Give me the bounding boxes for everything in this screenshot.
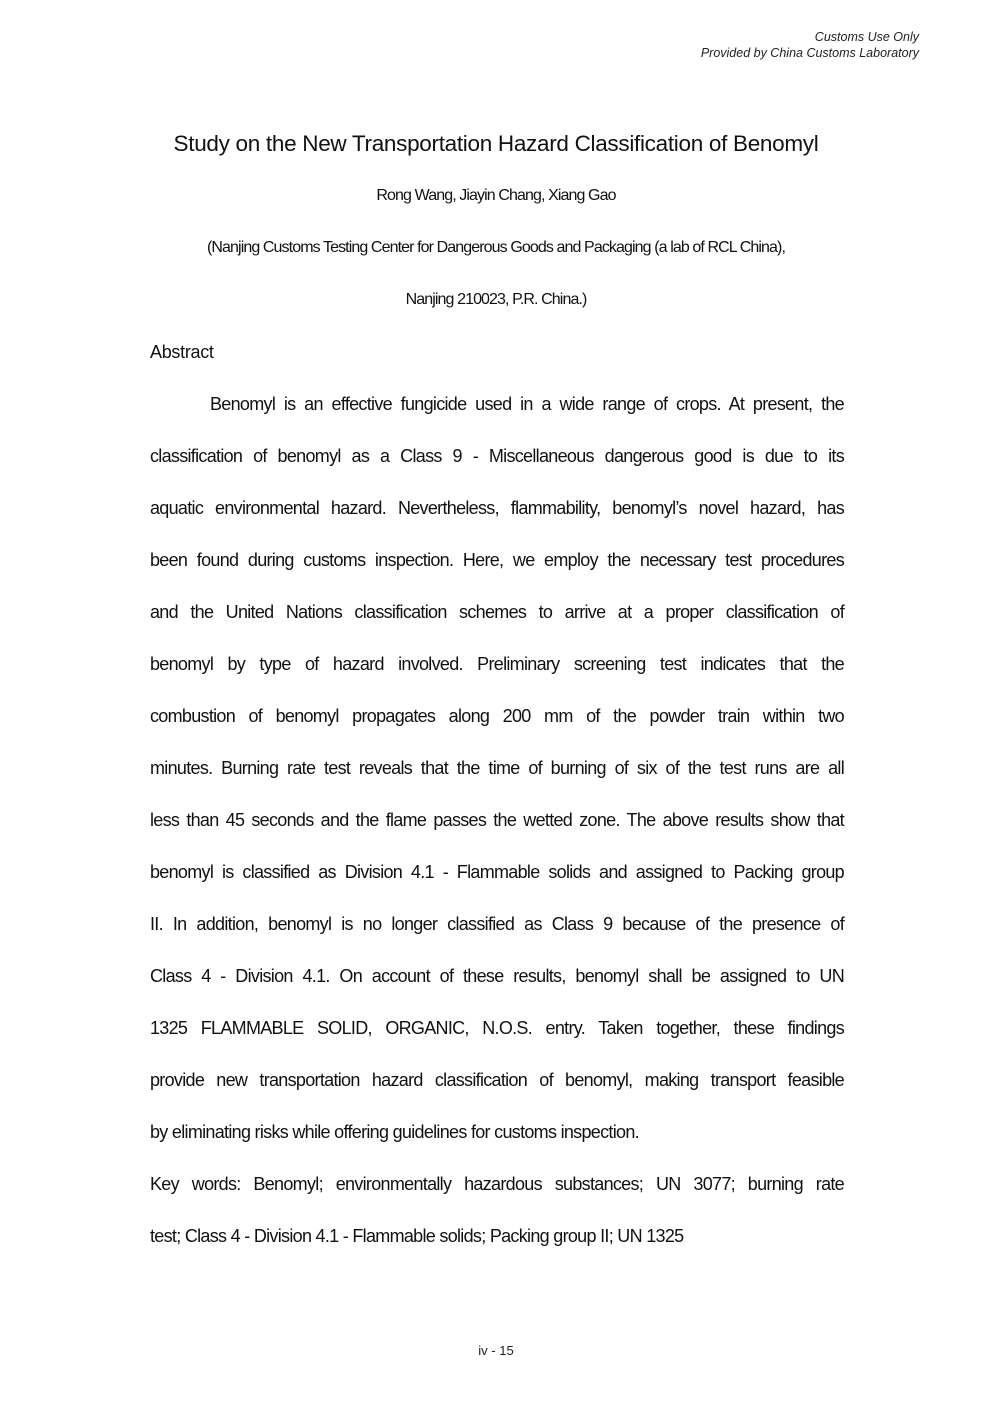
abstract-line: combustion of benomyl propagates along 200 mm of the powder train within two [150, 706, 844, 726]
abstract-line: aquatic environmental hazard. Nevertheless, flammability, benomyl’s novel hazard, has [150, 498, 844, 518]
abstract-line: benomyl is classified as Division 4.1 - Flammable solids and assigned to Packing group [150, 862, 844, 882]
abstract-line: provide new transportation hazard classification of benomyl, making transport feasible [150, 1070, 844, 1090]
abstract-line: Benomyl is an effective fungicide used in a wide range of crops. At present, the [210, 394, 844, 414]
keywords-line: test; Class 4 - Division 4.1 - Flammable solids; Packing group II; UN 1325 [150, 1226, 684, 1246]
abstract-line: II. In addition, benomyl is no longer classified as Class 9 because of the presence of [150, 914, 844, 934]
abstract-line: 1325 FLAMMABLE SOLID, ORGANIC, N.O.S. entry. Taken together, these findings [150, 1018, 844, 1038]
abstract-heading: Abstract [150, 342, 214, 362]
header-customs-use: Customs Use Only [814, 30, 919, 44]
affiliation-line-2: Nanjing 210023, P.R. China.) [405, 291, 587, 308]
abstract-line: classification of benomyl as a Class 9 - Miscellaneous dangerous good is due to its [150, 446, 844, 466]
abstract-line: been found during customs inspection. Here, we employ the necessary test procedures [150, 550, 844, 570]
abstract-line: Class 4 - Division 4.1. On account of these results, benomyl shall be assigned to UN [150, 966, 844, 986]
affiliation-line-1: (Nanjing Customs Testing Center for Dangerous Goods and Packaging (a lab of RCL China), [206, 239, 786, 256]
abstract-line: by eliminating risks while offering guidelines for customs inspection. [150, 1122, 639, 1142]
abstract-line: less than 45 seconds and the flame passes the wetted zone. The above results show that [150, 810, 844, 830]
abstract-line: and the United Nations classification schemes to arrive at a proper classification of [150, 602, 844, 622]
abstract-line: benomyl by type of hazard involved. Preliminary screening test indicates that the [150, 654, 844, 674]
authors: Rong Wang, Jiayin Chang, Xiang Gao [376, 187, 616, 204]
page-number: iv - 15 [478, 1343, 514, 1358]
paper-title: Study on the New Transportation Hazard Classification of Benomyl [173, 131, 819, 156]
page-header [701, 29, 919, 61]
header-provider: Provided by China Customs Laboratory [700, 46, 919, 60]
abstract-line: minutes. Burning rate test reveals that the time of burning of six of the test runs are all [150, 758, 844, 778]
keywords-line: Key words: Benomyl; environmentally hazardous substances; UN 3077; burning rate [150, 1174, 844, 1194]
